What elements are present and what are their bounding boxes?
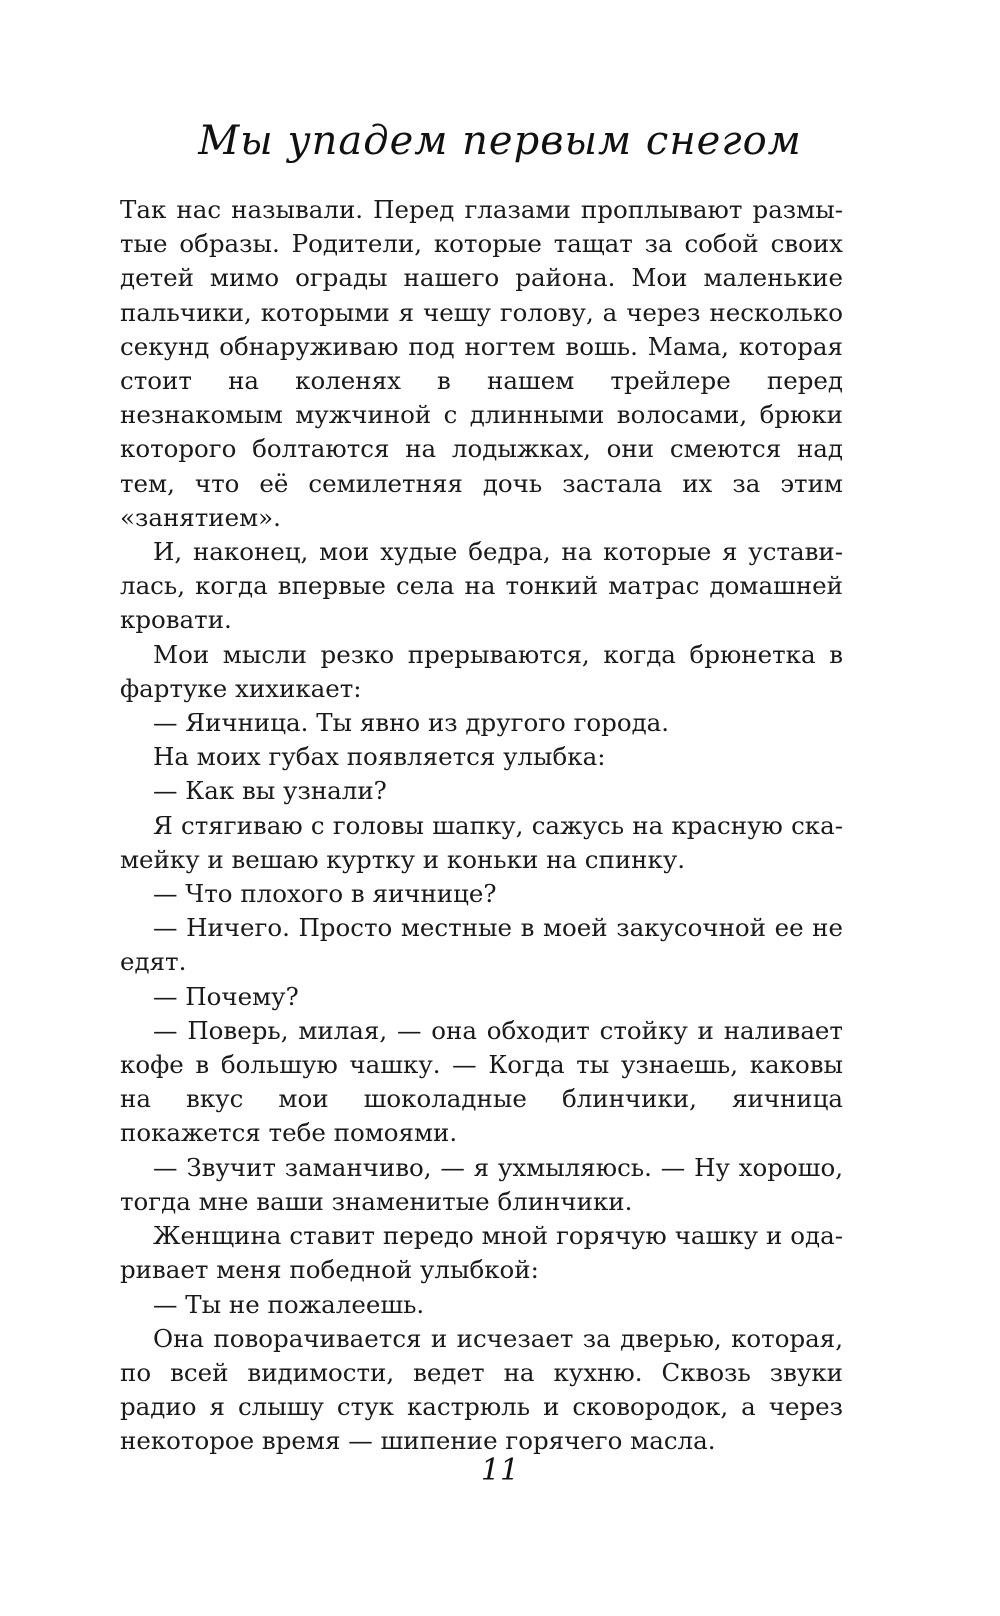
dialogue-line: — Звучит заманчиво, — я ухмыляюсь. — Ну хорошо, тогда мне ваши знаменитые блинчики.	[120, 1152, 843, 1216]
dialogue-line: — Почему?	[153, 981, 299, 1011]
paragraph: Она поворачивается и исчезает за дверью, которая, по всей видимости, ведет на кухню. Сквозь звуки радио я слышу стук кастрюль и сковородок, а через некоторое время — шипение горячего масла.	[120, 1323, 843, 1456]
paragraph: Я стягиваю с головы шапку, сажусь на красную скамейку и вешаю куртку и коньки на спинку.	[120, 810, 843, 874]
paragraph: И, наконец, мои худые бедра, на которые я уставилась, когда впервые села на тонкий матрас домашней кровати.	[120, 537, 843, 635]
dialogue-line: — Поверь, милая, — она обходит стойку и наливает кофе в большую чашку. — Когда ты узнаешь, каковы на вкус мои шоколадные блинчики, яичница покажется тебе помоями.	[120, 1015, 843, 1148]
body-text	[120, 193, 843, 1459]
paragraph: На моих губах появляется улыбка:	[153, 742, 606, 772]
paragraph: Женщина ставит передо мной горячую чашку и одаривает меня победной улыбкой:	[120, 1221, 843, 1285]
dialogue-line: — Яичница. Ты явно из другого города.	[153, 708, 670, 738]
paragraph: Так нас называли. Перед глазами проплывают размытые образы. Родители, которые тащат за собой своих детей мимо ограды нашего района. Мои маленькие пальчики, которыми я чешу голову, а через несколько секунд обнаруживаю под ногтем вошь. Мама, которая стоит на коленях в нашем трейлере перед незнакомым мужчиной с длинными волосами, брюки которого болтаются на лодыжках, они смеются над тем, что её семилетняя дочь застала их за этим «занятием».	[120, 195, 843, 532]
page-number: 11	[480, 1453, 520, 1488]
dialogue-line: — Что плохого в яичнице?	[153, 879, 497, 909]
dialogue-line: — Как вы узнали?	[153, 776, 387, 806]
paragraph: Мои мысли резко прерываются, когда брюнетка в фартуке хихикает:	[120, 639, 843, 703]
running-header-title: Мы упадем первым снегом	[198, 118, 802, 164]
dialogue-line: — Ты не пожалеешь.	[153, 1289, 425, 1319]
dialogue-line: — Ничего. Просто местные в моей закусочной ее не едят.	[120, 913, 843, 977]
